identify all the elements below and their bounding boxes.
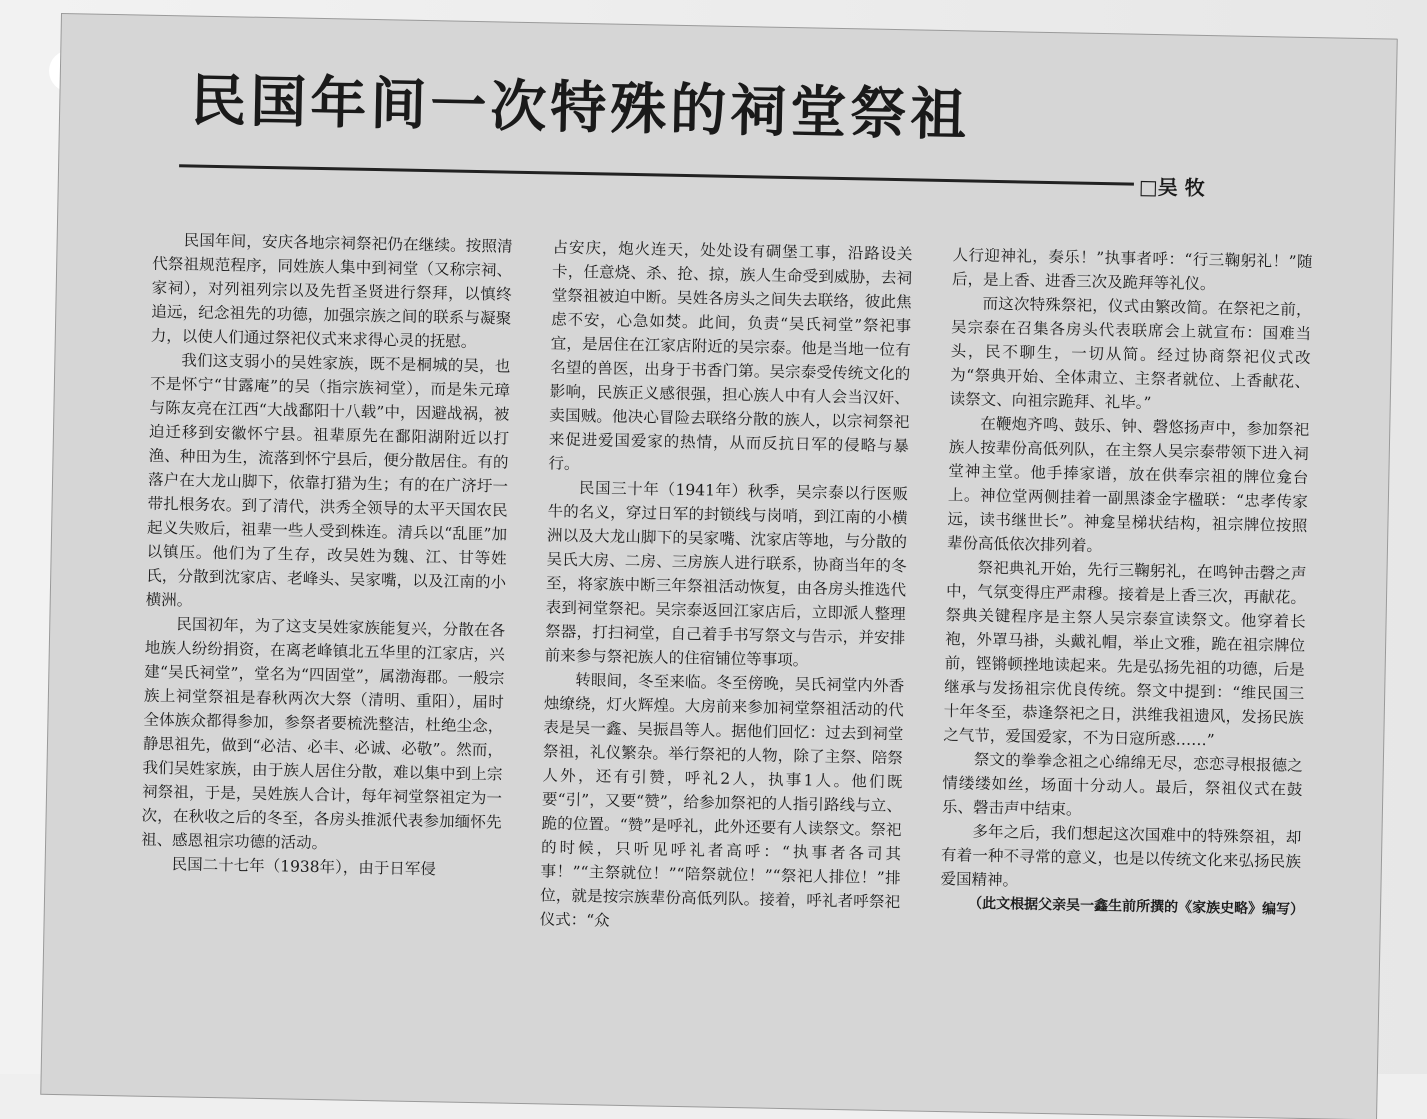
article-column-3 <box>937 243 1313 1080</box>
article-column-1 <box>137 228 513 1065</box>
paragraph: 民国初年，为了这支吴姓家族能复兴，分散在各地族人纷纷捐资，在离老峰镇北五华里的江家店，兴建“吴氏祠堂”，堂名为“四固堂”，属渤海郡。一般宗族上祠堂祭祖是春秋两次大祭（清明、重阳），届时全体族众都得参加，参祭者要梳洗整洁，杜绝尘念，静思祖先，做到“必洁、必丰、必诚、必敬”。然而，我们吴姓家族，由于族人居住分散，难以集中到上宗祠祭祖，于是，吴姓族人合计，每年祠堂祭祖定为一次，在秋收之后的冬至，各房头推派代表参加缅怀先祖、感恩祖宗功德的活动。 <box>140 615 506 853</box>
paragraph: 祭文的拳拳念祖之心绵绵无尽，恋恋寻根报德之情缕缕如丝，场面十分动人。最后，祭祖仪式在鼓乐、磬击声中结束。 <box>941 750 1303 819</box>
paragraph: 占安庆，炮火连天，处处设有碉堡工事，沿路设关卡，任意烧、杀、抢、掠，族人生命受到威胁，去祠堂祭祖被迫中断。吴姓各房头之间失去联络，彼此焦虑不安，心急如焚。此间，负责“吴氏祠堂”祭祀事宜，是居住在江家店附近的吴宗泰。他是当地一位有名望的兽医，出身于书香门第。吴宗泰受传统文化的影响，民族正义感很强，担心族人中有人会当汉奸、卖国贼。他决心冒险去联络分散的族人，以宗祠祭祀来促进爱国爱家的热情，从而反抗日军的侵略与暴行。 <box>548 238 913 474</box>
title-rule <box>179 164 1134 185</box>
paragraph: 我们这支弱小的吴姓家族，既不是桐城的吴，也不是怀宁“甘露庵”的吴（指宗族祠堂），而是朱元璋与陈友亮在江西“大战鄱阳十八载”中，因避战祸，被迫迁移到安徽怀宁县。祖辈原先在鄱阳湖附近以打渔、种田为生，流落到怀宁县后，便分散居住。有的落户在大龙山脚下，依靠打猎为生；有的在广济圩一带扎根务农。到了清代，洪秀全领导的太平天国农民起义失败后，祖辈一些人受到株连。清兵以“乱匪”加以镇压。他们为了生存，改吴姓为魏、江、甘等姓氏，分散到沈家店、老峰头、吴家嘴，以及江南的小横洲。 <box>145 351 511 610</box>
article-title: 民国年间一次特殊的祠堂祭祖 <box>189 67 971 149</box>
paragraph: 人行迎神礼，奏乐！”执事者呼：“行三鞠躬礼！”随后，是上香、进香三次及跪拜等礼仪。 <box>951 246 1313 294</box>
paragraph: 在鞭炮齐鸣、鼓乐、钟、磬悠扬声中，参加祭祀族人按辈份高低列队，在主祭人吴宗泰带领下进入祠堂神主堂。他手捧家谱，放在供奉宗祖的牌位龛台上。神位堂两侧挂着一副黑漆金字楹联：“忠孝传家远，读书继世长”。神龛呈梯状结构，祖宗牌位按照辈份高低依次排列着。 <box>946 414 1310 556</box>
newspaper-clipping <box>41 14 1396 1119</box>
paragraph: 民国三十年（1941年）秋季，吴宗泰以行医贩牛的名义，穿过日军的封锁线与岗哨，到江南的小横洲以及大龙山脚下的吴家嘴、沈家店等地，与分散的吴氏大房、二房、三房族人进行联系，协商当年的冬至，将家族中断三年祭祖活动恢复，由各房头推选代表到祠堂祭祀。吴宗泰返回江家店后，立即派人整理祭器，打扫祠堂，自己着手书写祭文与告示，并安排前来参与祭祀族人的住宿铺位等事项。 <box>544 479 909 670</box>
paragraph: 民国年间，安庆各地宗祠祭祀仍在继续。按照清代祭祖规范程序，同姓族人集中到祠堂（又称宗祠、家祠），对列祖列宗以及先哲圣贤进行祭拜，以慎终追远，纪念祖先的功德，加强宗族之间的联系与凝聚力，以使人们通过祭祀仪式来求得心灵的抚慰。 <box>150 231 513 352</box>
source-note: （此文根据父亲吴一鑫生前所撰的《家族史略》编写） <box>967 895 1305 919</box>
paragraph: 而这次特殊祭祀，仪式由繁改简。在祭祀之前，吴宗泰在召集各房头代表联席会上就宣布：国难当头，民不聊生，一切从简。经过协商祭祀仪式改为“祭典开始、全体肃立、主祭者就位、上香献花、读祭文、向祖宗跪拜、礼毕。” <box>949 294 1312 412</box>
paragraph: 转眼间，冬至来临。冬至傍晚，吴氏祠堂内外香烛缭绕，灯火辉煌。大房前来参加祠堂祭祖活动的代表是吴一鑫、吴振昌等人。据他们回忆：过去到祠堂祭祖，礼仪繁杂。举行祭祀的人物，除了主祭、陪祭人外，还有引赞，呼礼2人，执事1人。他们既要“引”，又要“赞”，给参加祭祀的人指引路线与立、跪的位置。“赞”是呼礼，此外还要有人读祭文。祭祀的时候，只听见呼礼者高呼：“执事者各司其事！”“主祭就位！”“陪祭就位！”“祭祀人排位！”排位，就是按宗族辈份高低列队。接着，呼礼者呼祭祀仪式：“众 <box>539 670 905 930</box>
paragraph: 多年之后，我们想起这次国难中的特殊祭祖，却有着一种不寻常的意义，也是以传统文化来弘扬民族爱国精神。 <box>940 822 1302 890</box>
paragraph: 民国二十七年（1938年），由于日军侵 <box>171 855 437 879</box>
article-column-2 <box>537 235 913 1072</box>
article-author: □吴 牧 <box>1138 174 1205 200</box>
paragraph: 祭祀典礼开始，先行三鞠躬礼，在鸣钟击磬之声中，气氛变得庄严肃穆。接着是上香三次，再献花。祭典关键程序是主祭人吴宗泰宣读祭文。他穿着长袍，外罩马褂，头戴礼帽，举止文雅，跪在祖宗牌位前，铿锵顿挫地读起来。先是弘扬先祖的功德，后是继承与发扬祖宗优良传统。祭文中提到：“维民国三十年冬至，恭逢祭祀之日，洪维我祖遗风，发扬民族之气节，爱国爱家，不为日寇所惑……” <box>943 558 1307 750</box>
